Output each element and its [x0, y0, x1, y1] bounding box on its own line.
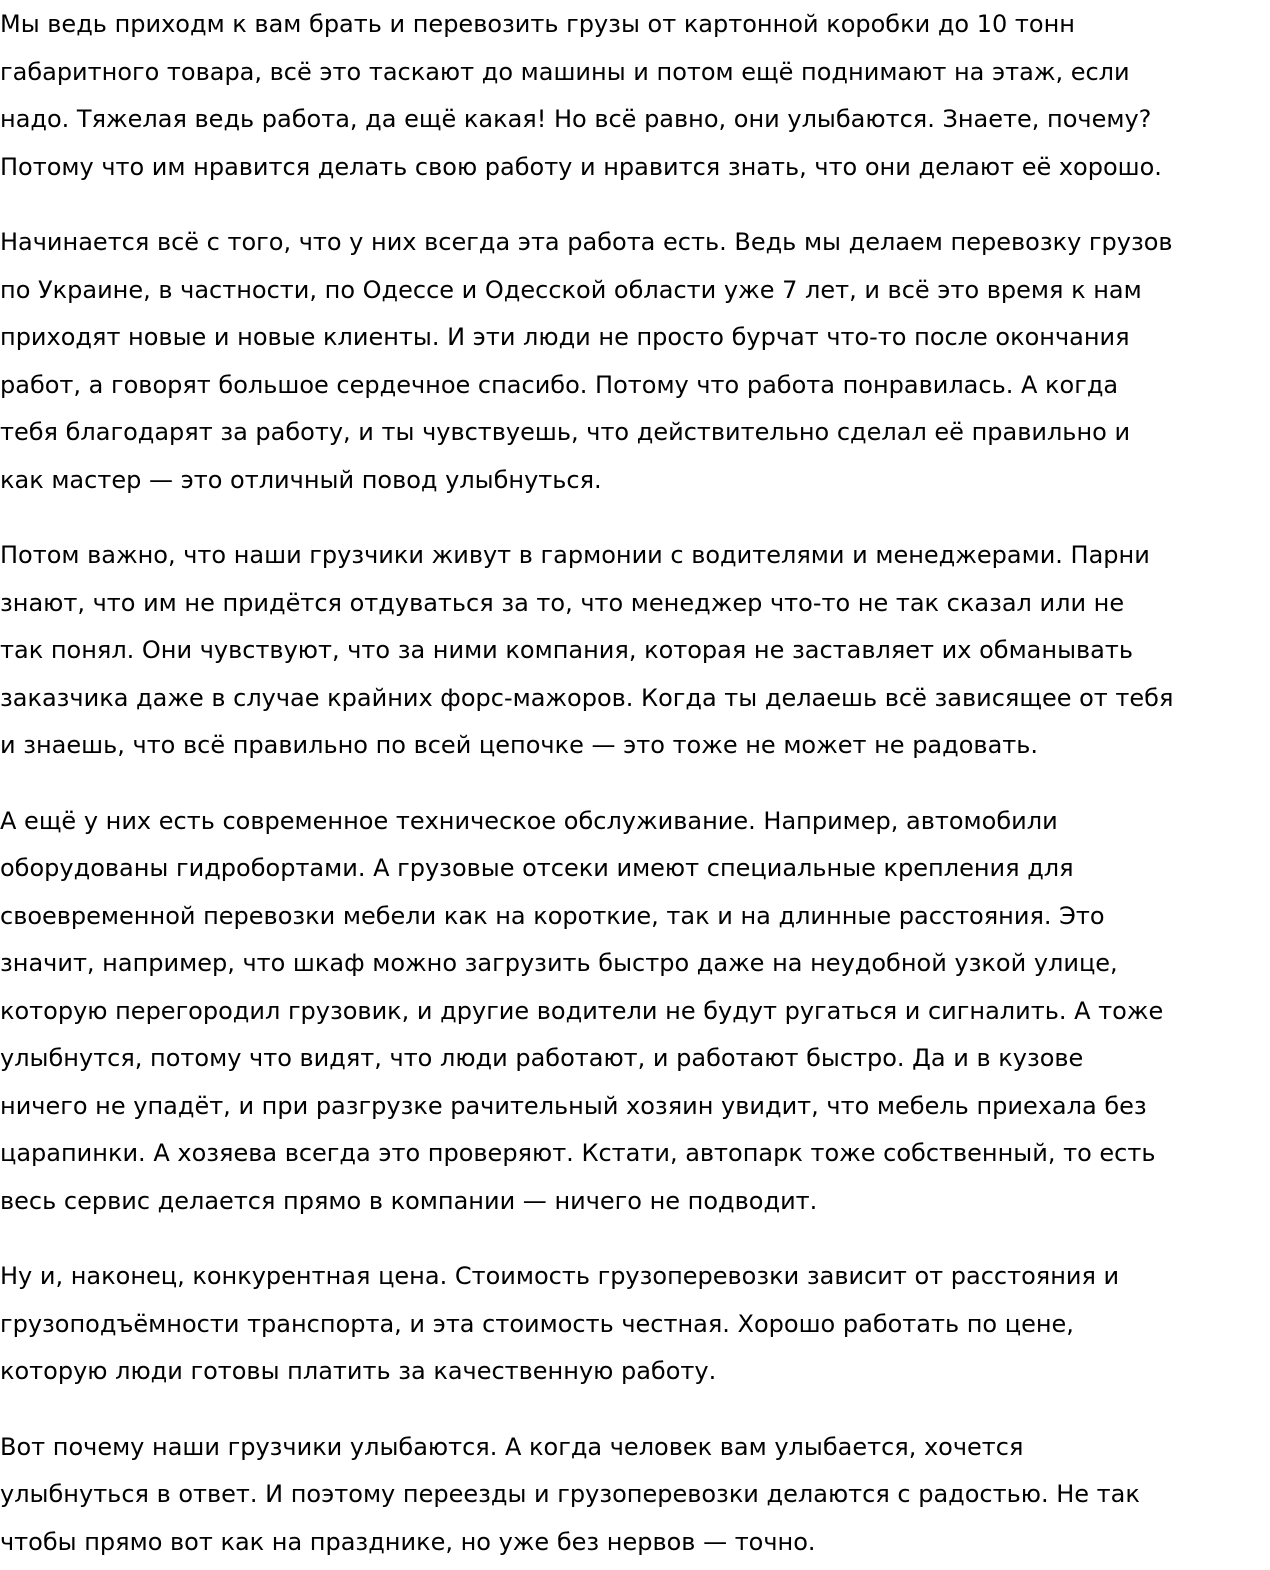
text-line: надо. Тяжелая ведь работа, да ещё какая! Но всё равно, они улыбаются. Знаете, почему? — [0, 105, 1152, 133]
text-line: весь сервис делается прямо в компании — ничего не подводит. — [0, 1186, 818, 1215]
text-line: приходят новые и новые клиенты. И эти люди не просто бурчат что-то после окончания — [0, 323, 1130, 351]
text-line: тебя благодарят за работу, и ты чувствуешь, что действительно сделал её правильно и — [0, 418, 1131, 446]
text-line: своевременной перевозки мебели как на короткие, так и на длинные расстояния. Это — [0, 901, 1105, 930]
text-line: ничего не упадёт, и при разгрузке рачительный хозяин увидит, что мебель приехала без — [0, 1091, 1147, 1120]
text-line: Ну и, наконец, конкурентная цена. Стоимость грузоперевозки зависит от расстояния и — [0, 1262, 1120, 1290]
text-line: так понял. Они чувствуют, что за ними компания, которая не заставляет их обманывать — [0, 636, 1134, 664]
text-line: по Украине, в частности, по Одессе и Одесской области уже 7 лет, и всё это время к нам — [0, 275, 1142, 304]
paragraph — [0, 798, 1270, 1226]
text-line: работ, а говорят большое сердечное спасибо. Потому что работа понравилась. А когда — [0, 370, 1119, 399]
text-line: А ещё у них есть современное техническое обслуживание. Например, автомобили — [0, 806, 1058, 835]
paragraph — [0, 532, 1270, 770]
text-line: Мы ведь приходм к вам брать и перевозить грузы от картонной коробки до 10 тонн — [0, 10, 1075, 38]
text-line: улыбнуться в ответ. И поэтому переезды и грузоперевозки делаются с радостью. Не так — [0, 1480, 1140, 1508]
text-line: чтобы прямо вот как на празднике, но уже без нервов — точно. — [0, 1527, 816, 1556]
text-line: которую люди готовы платить за качественную работу. — [0, 1357, 717, 1385]
paragraph — [0, 1253, 1270, 1396]
text-line: Потом важно, что наши грузчики живут в гармонии с водителями и менеджерами. Парни — [0, 541, 1150, 569]
text-line: оборудованы гидробортами. А грузовые отсеки имеют специальные крепления для — [0, 854, 1074, 882]
text-line: знают, что им не придётся отдуваться за то, что менеджер что-то не так сказал или не — [0, 588, 1125, 617]
text-line: грузоподъёмности транспорта, и эта стоимость честная. Хорошо работать по цене, — [0, 1309, 1074, 1338]
text-line: царапинки. А хозяева всегда это проверяют. Кстати, автопарк тоже собственный, то есть — [0, 1139, 1156, 1167]
paragraph — [0, 1424, 1270, 1567]
text-line: Потому что им нравится делать свою работу и нравится знать, что они делают её хорошо. — [0, 152, 1162, 181]
paragraph — [0, 219, 1270, 504]
text-line: Вот почему наши грузчики улыбаются. А когда человек вам улыбается, хочется — [0, 1432, 1024, 1461]
text-line: габаритного товара, всё это таскают до машины и потом ещё поднимают на этаж, если — [0, 57, 1130, 86]
text-line: улыбнутся, потому что видят, что люди работают, и работают быстро. Да и в кузове — [0, 1044, 1084, 1072]
text-line: которую перегородил грузовик, и другие водители не будут ругаться и сигналить. А тоже — [0, 996, 1164, 1025]
text-line: заказчика даже в случае крайних форс-мажоров. Когда ты делаешь всё зависящее от тебя — [0, 683, 1174, 712]
text-line: и знаешь, что всё правильно по всей цепочке — это тоже не может не радовать. — [0, 731, 1039, 759]
text-line: Начинается всё с того, что у них всегда эта работа есть. Ведь мы делаем перевозку грузов — [0, 228, 1173, 256]
text-line: как мастер — это отличный повод улыбнуться. — [0, 465, 602, 494]
paragraph — [0, 1, 1270, 191]
text-line: значит, например, что шкаф можно загрузить быстро даже на неудобной узкой улице, — [0, 949, 1118, 977]
